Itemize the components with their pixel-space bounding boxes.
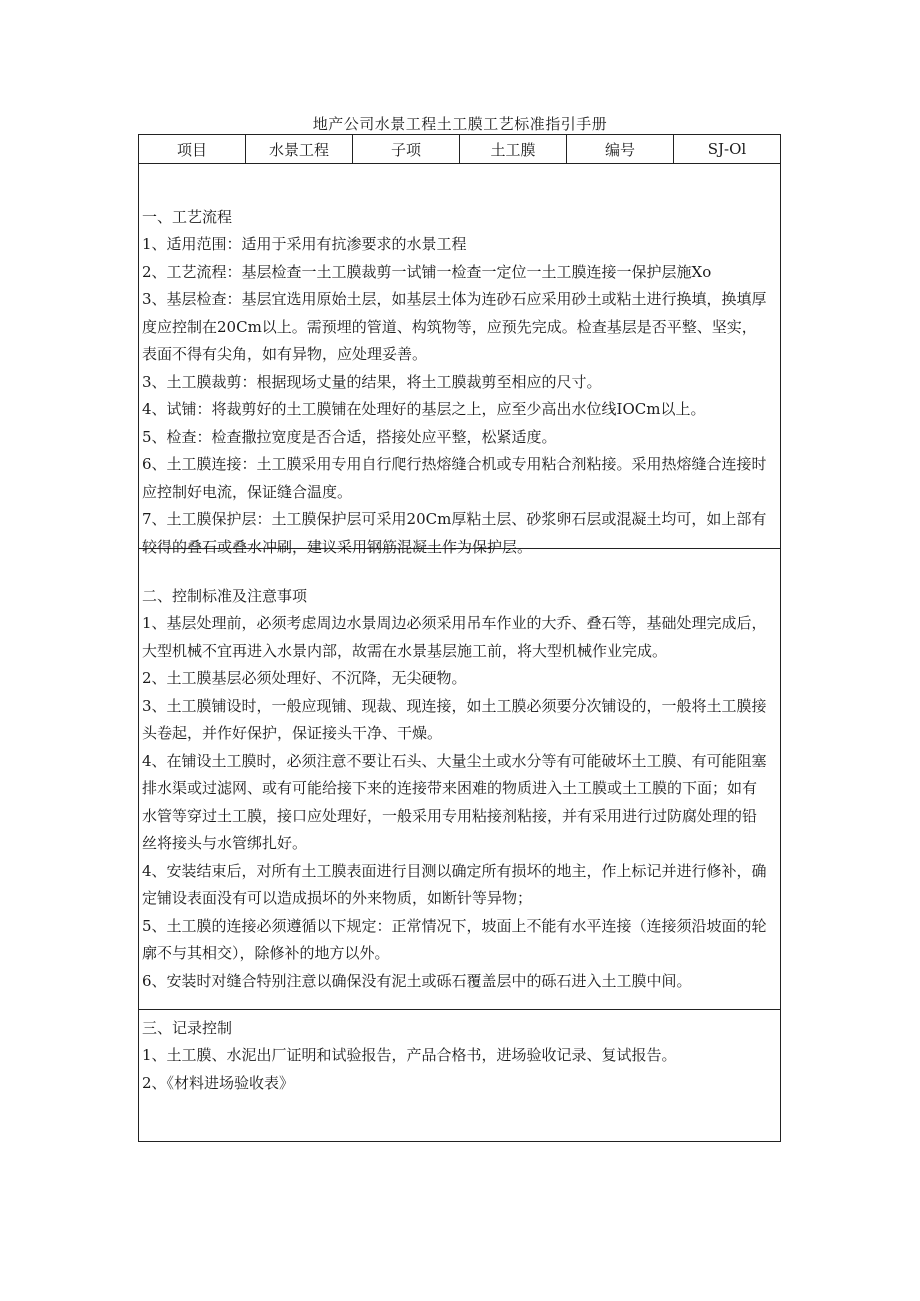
header-value-subitem: 土工膜 bbox=[460, 135, 567, 163]
list-item: 2、《材料进场验收表》 bbox=[142, 1073, 295, 1092]
list-item: 4、在铺设土工膜时，必须注意不要让石头、大量尘土或水分等有可能破坏土工膜、有可能阻塞排水渠或过滤网、或有可能给接下来的连接带来困难的物质进入土工膜或土工膜的下面；如有水管等穿过土工膜，接口应处理好，一般采用专用粘接剂粘接，并有采用进行过防腐处理的铅丝将接头与水管绑扎好。 bbox=[142, 751, 767, 852]
list-item: 4、试铺：将裁剪好的土工膜铺在处理好的基层之上，应至少高出水位线IOCm以上。 bbox=[142, 400, 706, 418]
header-label-project: 项目 bbox=[139, 135, 246, 163]
list-item: 5、检查：检查撒拉宽度是否合适，搭接处应平整，松紧适度。 bbox=[142, 427, 557, 446]
section-process-flow bbox=[138, 164, 781, 556]
list-item: 2、土工膜基层必须处理好、不沉降，无尖硬物。 bbox=[142, 669, 467, 687]
section-title: 一、工艺流程 bbox=[142, 208, 233, 226]
header-value-project: 水景工程 bbox=[246, 135, 353, 163]
list-item: 5、土工膜的连接必须遵循以下规定：正常情况下，坡面上不能有水平连接（连接须沿坡面的轮廓不与其相交），除修补的地方以外。 bbox=[142, 916, 767, 962]
list-item: 3、土工膜裁剪：根据现场丈量的结果，将土工膜裁剪至相应的尺寸。 bbox=[142, 372, 602, 391]
list-item: 1、土工膜、水泥出厂证明和试验报告，产品合格书，进场验收记录、复试报告。 bbox=[142, 1046, 677, 1064]
section-title: 二、控制标准及注意事项 bbox=[142, 587, 308, 605]
header-label-subitem: 子项 bbox=[353, 135, 460, 163]
document-title: 地产公司水景工程土工膜工艺标准指引手册 bbox=[312, 115, 608, 133]
section-control-standards bbox=[138, 549, 781, 1010]
list-item: 7、土工膜保护层：土工膜保护层可采用20Cm厚粘土层、砂浆卵石层或混凝土均可，如上部有较得的叠石或叠水冲刷，建议采用钢筋混凝土作为保护层。 bbox=[142, 510, 767, 556]
section-title: 三、记录控制 bbox=[142, 1019, 233, 1037]
list-item: 3、土工膜铺设时，一般应现铺、现裁、现连接，如土工膜必须要分次铺设的，一般将土工膜接头卷起，并作好保护，保证接头干净、干燥。 bbox=[142, 696, 767, 742]
header-table bbox=[138, 134, 781, 164]
list-item: 6、土工膜连接：土工膜采用专用自行爬行热熔缝合机或专用粘合剂粘接。采用热熔缝合连接时应控制好电流，保证缝合温度。 bbox=[142, 455, 767, 501]
list-item: 1、基层处理前，必须考虑周边水景周边必须采用吊车作业的大乔、叠石等，基础处理完成后，大型机械不宜再进入水景内部，故需在水景基层施工前，将大型机械作业完成。 bbox=[142, 614, 767, 660]
section-record-control bbox=[138, 1010, 781, 1142]
header-value-code: SJ-Ol bbox=[707, 140, 747, 158]
list-item: 6、安装时对缝合特别注意以确保没有泥土或砾石覆盖层中的砾石进入土工膜中间。 bbox=[142, 971, 692, 990]
header-label-code: 编号 bbox=[567, 135, 674, 163]
list-item: 2、工艺流程：基层检查一土工膜裁剪一试铺一检查一定位一土工膜连接一保护层施Xo bbox=[142, 262, 712, 281]
list-item: 4、安装结束后，对所有土工膜表面进行目测以确定所有损坏的地主，作上标记并进行修补，确定铺设表面没有可以造成损坏的外来物质，如断针等异物； bbox=[142, 861, 767, 907]
list-item: 1、适用范围：适用于采用有抗渗要求的水景工程 bbox=[142, 235, 467, 253]
list-item: 3、基层检查：基层宜选用原始土层，如基层土体为连砂石应采用砂土或粘土进行换填，换填厚度应控制在20Cm以上。需预埋的管道、构筑物等，应预先完成。检查基层是否平整、坚实，表面不得有尖角，如有异物，应处理妥善。 bbox=[142, 290, 767, 363]
